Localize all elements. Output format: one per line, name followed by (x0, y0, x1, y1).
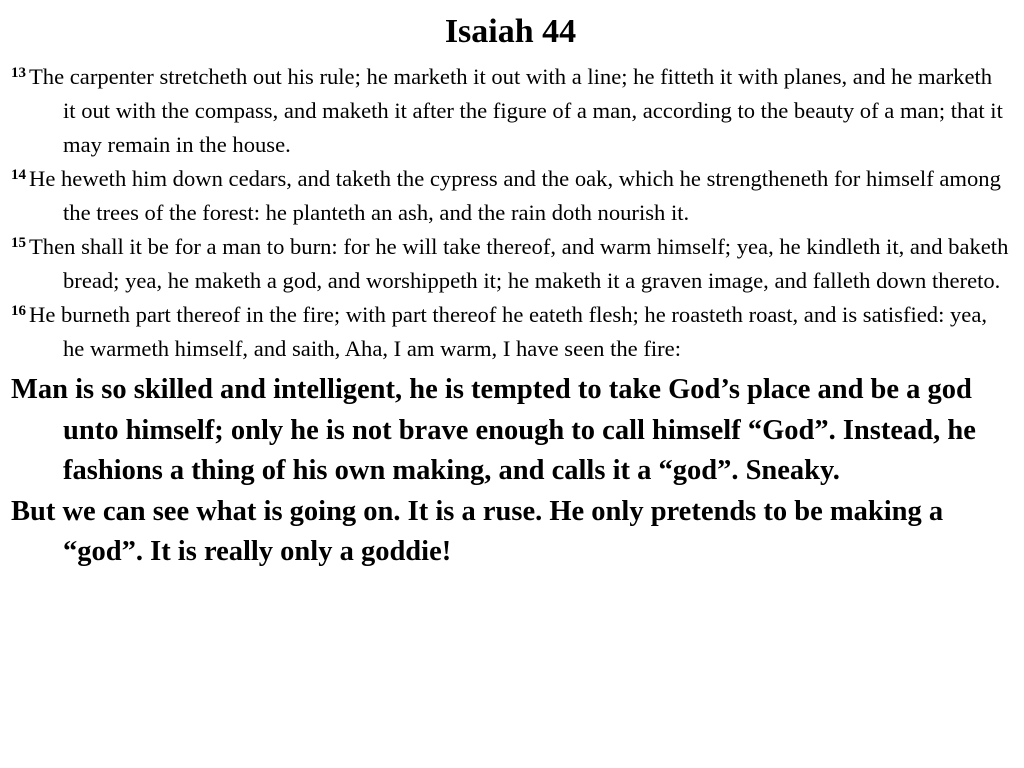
commentary (11, 370, 1010, 573)
verse-number: 14 (11, 167, 26, 183)
verse-text: The carpenter stretcheth out his rule; he marketh it out with a line; he fitteth it with planes, and he marketh it out with the compass, and maketh it after the figure of a man, according to the beauty of a man; that it may remain in the house. (29, 64, 1003, 157)
verse-text: He burneth part thereof in the fire; with part thereof he eateth flesh; he roasteth roast, and is satisfied: yea, he warmeth himself, and saith, Aha, I am warm, I have seen the fire: (29, 302, 987, 361)
verse-16 (11, 298, 1010, 366)
verse-13 (11, 60, 1010, 162)
verse-list (11, 60, 1010, 366)
commentary-paragraph: But we can see what is going on. It is a ruse. He only pretends to be making a “god”. It is really only a goddie! (11, 495, 944, 567)
verse-number: 15 (11, 235, 26, 251)
commentary-paragraph: Man is so skilled and intelligent, he is tempted to take God’s place and be a god unto himself; only he is not brave enough to call himself “God”. Instead, he fashions a thing of his own making, and calls it a “god”. Sneaky. (11, 374, 976, 486)
verse-text: Then shall it be for a man to burn: for he will take thereof, and warm himself; yea, he kindleth it, and baketh bread; yea, he maketh a god, and worshippeth it; he maketh it a graven image, and falleth down thereto. (29, 234, 1009, 293)
verse-15 (11, 230, 1010, 298)
verse-number: 16 (11, 303, 26, 319)
verse-text: He heweth him down cedars, and taketh the cypress and the oak, which he strengtheneth for himself among the trees of the forest: he planteth an ash, and the rain doth nourish it. (29, 166, 1001, 225)
verse-14 (11, 162, 1010, 230)
verse-number: 13 (11, 65, 26, 81)
slide-title: Isaiah 44 (444, 13, 577, 50)
